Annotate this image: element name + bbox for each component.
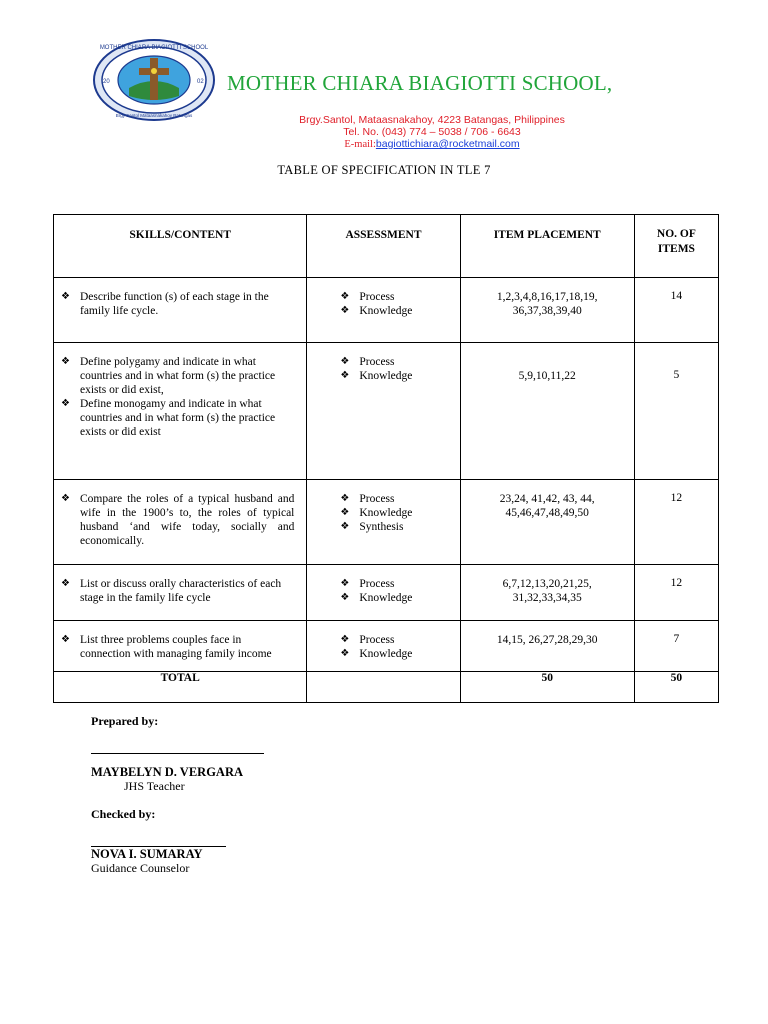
school-name: MOTHER CHIARA BIAGIOTTI SCHOOL, xyxy=(227,71,613,95)
skill-item: ❖ Define monogamy and indicate in what countries and in what form (s) the practice exists or did exist xyxy=(80,397,294,439)
assessment-item: ❖ Knowledge xyxy=(359,647,451,661)
table-row xyxy=(54,278,719,343)
school-phone: Tel. No. (043) 774 – 5038 / 706 - 6643 xyxy=(343,126,521,138)
skill-item: ❖ Describe function (s) of each stage in the family life cycle. xyxy=(80,290,294,318)
item-placement: 23,24, 41,42, 43, 44, 45,46,47,48,49,50 xyxy=(499,493,595,519)
item-count: 5 xyxy=(673,369,680,381)
table-header-row xyxy=(54,215,719,278)
item-count: 14 xyxy=(670,290,683,302)
email-link[interactable]: bagiottichiara@rocketmail.com xyxy=(375,138,520,150)
assessment-item: ❖ Process xyxy=(359,577,451,591)
item-placement: 1,2,3,4,8,16,17,18,19, 36,37,38,39,40 xyxy=(496,291,598,317)
assessment-item: ❖ Process xyxy=(359,492,451,506)
skill-item: ❖ Compare the roles of a typical husband and wife in the 1900’s to, the roles of typical husband ‘and wife today, socially and economically. xyxy=(80,492,294,548)
school-logo xyxy=(89,38,219,122)
skill-item: ❖ List or discuss orally characteristics of each stage in the family life cycle xyxy=(80,577,294,605)
header-items: NO. OF ITEMS xyxy=(634,215,718,278)
total-row xyxy=(54,672,719,703)
total-label: TOTAL xyxy=(54,672,307,703)
assessment-item: ❖ Knowledge xyxy=(359,506,451,520)
skill-item: ❖ List three problems couples face in connection with managing family income xyxy=(80,633,294,661)
item-count: 12 xyxy=(670,577,683,589)
prepared-signature-line xyxy=(91,753,264,754)
school-email-line xyxy=(252,138,612,150)
table-row xyxy=(54,343,719,480)
prepared-by-label: Prepared by: xyxy=(91,714,159,728)
total-items: 50 xyxy=(634,672,718,703)
skill-item: ❖ Define polygamy and indicate in what countries and in what form (s) the practice exists or did exist, xyxy=(80,355,294,397)
assessment-item: ❖ Process xyxy=(359,355,451,369)
logo-text-top: MOTHER CHIARA BIAGIOTTI SCHOOL xyxy=(99,45,209,51)
checked-by-label: Checked by: xyxy=(91,807,156,821)
assessment-item: ❖ Knowledge xyxy=(359,369,451,383)
assessment-item: ❖ Process xyxy=(359,290,451,304)
header-assessment: ASSESSMENT xyxy=(307,215,460,278)
assessment-item: ❖ Knowledge xyxy=(359,591,451,605)
specification-table xyxy=(53,214,719,703)
total-placement: 50 xyxy=(460,672,634,703)
assessment-item: ❖ Knowledge xyxy=(359,304,451,318)
checked-role: Guidance Counselor xyxy=(91,861,190,875)
header-skills: SKILLS/CONTENT xyxy=(54,215,307,278)
assessment-item: ❖ Synthesis xyxy=(359,520,451,534)
logo-year-right: 02 xyxy=(197,79,204,85)
item-placement: 14,15, 26,27,28,29,30 xyxy=(496,634,598,646)
total-assessment xyxy=(307,672,460,703)
header-placement: ITEM PLACEMENT xyxy=(460,215,634,278)
item-placement: 6,7,12,13,20,21,25, 31,32,33,34,35 xyxy=(502,578,592,604)
assessment-item: ❖ Process xyxy=(359,633,451,647)
school-address: Brgy.Santol, Mataasnakahoy, 4223 Batangas, Philippines xyxy=(299,114,565,126)
table-row xyxy=(54,565,719,621)
logo-text-bottom: Brgy Santol Mataasnakahoy Batangas xyxy=(115,113,193,118)
document-title: TABLE OF SPECIFICATION IN TLE 7 xyxy=(277,163,491,177)
item-count: 12 xyxy=(670,492,683,504)
table-row xyxy=(54,621,719,672)
prepared-name: MAYBELYN D. VERGARA xyxy=(91,765,243,779)
logo-year-left: 20 xyxy=(103,79,110,85)
checked-name: NOVA I. SUMARAY xyxy=(91,847,203,861)
item-count: 7 xyxy=(673,633,680,645)
table-row xyxy=(54,480,719,565)
prepared-role: JHS Teacher xyxy=(124,779,185,793)
email-label: E-mail: xyxy=(344,139,376,150)
item-placement: 5,9,10,11,22 xyxy=(518,370,576,382)
